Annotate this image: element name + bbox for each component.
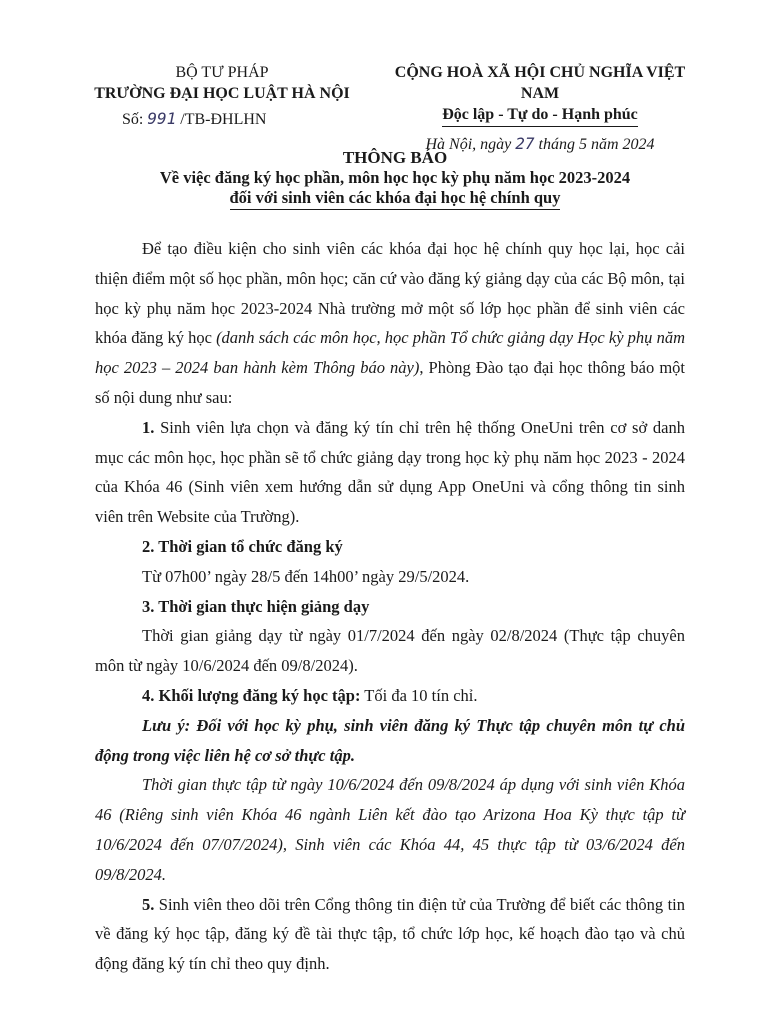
section-2-text: Từ 07h00’ ngày 28/5 đến 14h00’ ngày 29/5/2024. — [142, 566, 470, 586]
intro-italic: (danh sách các môn học, học phần Tổ chức giảng dạy Học kỳ phụ năm học 2023 – 2024 ban hành kèm Thông báo này) — [95, 328, 685, 378]
intro-text-2: , Phòng Đào tạo đại học thông báo một số nội dung như sau: — [95, 358, 685, 407]
subject-line-1: Về việc đăng ký học phần, môn học học kỳ phụ năm học 2023-2024 — [159, 168, 631, 187]
national-header-block — [375, 62, 705, 155]
school-name: TRƯỜNG ĐẠI HỌC LUẬT HÀ NỘI — [94, 85, 350, 102]
republic-name: CỘNG HOÀ XÃ HỘI CHỦ NGHĨA VIỆT NAM — [394, 64, 686, 102]
section-4 — [95, 681, 685, 711]
note-detail: Thời gian thực tập từ ngày 10/6/2024 đến 09/8/2024 áp dụng với sinh viên Khóa 46 (Riêng sinh viên Khóa 46 ngành Liên kết đào tạo Arizona Hoa Kỳ thực tập từ 10/6/2024 đến 07/07/2024), Sinh viên các Khóa 44, 45 thực tập từ 03/6/2024 đến 09/8/2024. — [95, 775, 685, 884]
section-1-number: 1. — [142, 417, 155, 437]
section-4-heading: 4. Khối lượng đăng ký học tập: — [142, 685, 361, 705]
section-2-heading: 2. Thời gian tổ chức đăng ký — [142, 536, 343, 556]
date-handwritten: 27 — [515, 134, 535, 153]
document-type: THÔNG BÁO — [342, 148, 448, 167]
document-body — [95, 234, 685, 979]
intro-text-1: Để tạo điều kiện cho sinh viên các khóa đại học hệ chính quy học lại, học cải thiện điểm một số học phần, môn học; căn cứ vào đăng ký giảng dạy của các Bộ môn, tại học kỳ phụ năm học 2023-2024 Nhà trường mở một số lớp học phần để sinh viên các khóa đăng ký học — [95, 239, 685, 348]
section-1-text: Sinh viên lựa chọn và đăng ký tín chỉ trên hệ thống OneUni trên cơ sở danh mục các môn học, học phần sẽ tổ chức giảng dạy trong học kỳ phụ năm học 2023 - 2024 của Khóa 46 (Sinh viên xem hướng dẫn sử dụng App OneUni và cổng thông tin sinh viên trên Website của Trường). — [95, 417, 685, 527]
section-1 — [95, 413, 685, 532]
subject-line-2: đối với sinh viên các khóa đại học hệ chính quy — [230, 188, 561, 210]
section-4-text: Tối đa 10 tín chỉ. — [360, 685, 478, 705]
doc-no-handwritten: 991 — [147, 109, 177, 128]
ministry-name: BỘ TƯ PHÁP — [175, 64, 269, 81]
date-suffix: tháng 5 năm 2024 — [534, 136, 655, 153]
section-5-number: 5. — [142, 894, 155, 914]
section-3-heading: 3. Thời gian thực hiện giảng dạy — [142, 596, 370, 616]
section-5-text: Sinh viên theo dõi trên Cổng thông tin điện tử của Trường để biết các thông tin về đăng ký học tập, đăng ký đề tài thực tập, tổ chức lớp học, kế hoạch đào tạo và chủ động đăng ký tín chỉ theo quy định. — [95, 894, 685, 974]
date-prefix: Hà Nội, ngày — [425, 136, 512, 153]
doc-no-suffix: /TB-ĐHLHN — [180, 111, 267, 128]
issuer-block — [72, 62, 372, 130]
section-5 — [95, 890, 685, 979]
document-number — [72, 108, 372, 130]
intro-paragraph — [95, 234, 685, 413]
note-paragraph: Lưu ý: Đối với học kỳ phụ, sinh viên đăng ký Thực tập chuyên môn tự chủ động trong việc liên hệ cơ sở thực tập. — [95, 715, 685, 765]
document-title — [60, 148, 730, 210]
section-3-text: Thời gian giảng dạy từ ngày 01/7/2024 đến ngày 02/8/2024 (Thực tập chuyên môn từ ngày 10/6/2024 đến 09/8/2024). — [95, 626, 685, 676]
doc-no-label: Số: — [122, 111, 144, 128]
national-motto: Độc lập - Tự do - Hạnh phúc — [442, 104, 638, 127]
